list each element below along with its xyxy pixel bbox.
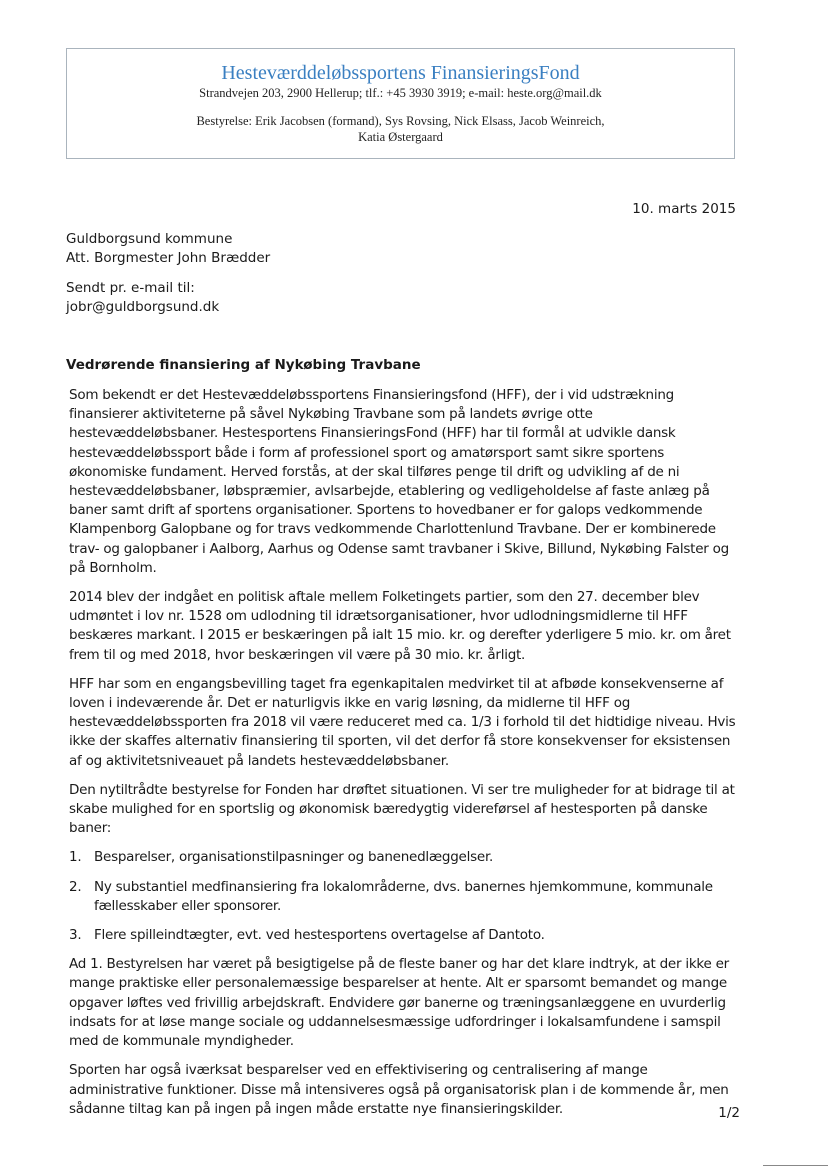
body-paragraph: HFF har som en engangsbevilling taget fra egenkapitalen medvirket til at afbøde konsekvenserne af loven i indeværende år. Det er naturligvis ikke en varig løsning, da midlerne til HFF og hestevæddeløbssporten fra 2018 vil være reduceret med ca. 1/3 i forhold til det hidtidige niveau. Hvis ikke der skaffes alternativ finansiering til sporten, vil det derfor få store konsekvenser for eksistensen af og aktivitetsniveauet på landets hestevæddeløbsbaner. (69, 675, 736, 769)
list-text: Flere spilleindtægter, evt. ved hestesportens overtagelse af Dantoto. (94, 927, 545, 944)
recipient-line-1: Guldborgsund kommune (66, 231, 233, 247)
letterhead (66, 48, 735, 159)
list-number: 2. (69, 878, 82, 895)
body-paragraph: 2014 blev der indgået en politisk aftale mellem Folketingets partier, som den 27. december blev udmøntet i lov nr. 1528 om udlodning til idrætsorganisationer, hvor udlodningsmidlerne til HFF beskæres markant. I 2015 er beskæringen på ialt 15 mio. kr. og derefter yderligere 5 mio. kr. om året frem til og med 2018, hvor beskæringen vil være på 30 mio. kr. årligt. (69, 589, 731, 663)
body-paragraph: Ad 1. Bestyrelsen har været på besigtigelse på de fleste baner og har det klare indtryk, at der ikke er mange praktiske eller personalemæssige besparelser at hente. Alt er sparsomt bemandet og mange opgaver løftes ved frivillig arbejdskraft. Endvidere gør banerne og træningsanlæggene en uvurderlig indsats for at løse mange sociale og uddannelsesmæssige udfordringer i lokalsamfundene i samspil med de kommunale myndigheder. (69, 956, 729, 1050)
sent-block (66, 279, 219, 317)
body-paragraph: Sporten har også iværksat besparelser ved en effektivisering og centralisering af mange administrative funktioner. Disse må intensiveres også på organisatorisk plan i de kommende år, men sådanne tiltag kan på ingen på ingen måde erstatte nye finansieringskilder. (69, 1062, 729, 1117)
recipient-line-2: Att. Borgmester John Brædder (66, 250, 271, 266)
body-paragraph: Som bekendt er det Hestevæddeløbssportens Finansieringsfond (HFF), der i vid udstrækning finansierer aktiviteterne på såvel Nykøbing Travbane som på landets øvrige otte hestevæddeløbsbaner. Hestesportens FinansieringsFond (HFF) har til formål at udvikle dansk hestevæddeløbssport både i form af professionel sport og amatørsport samt sikre sportens økonomiske fundament. Herved forstås, at der skal tilføres penge til drift og udvikling af de ni hestevæddeløbsbaner, løbspræmier, avlsarbejde, etablering og vedligeholdelse af faste anlæg på baner samt drift af sportens organisationer. Sportens to hovedbaner er for galops vedkommende Klampenborg Galopbane og for travs vedkommende Charlottenlund Travbane. Der er kombinerede trav- og galopbaner i Aalborg, Aarhus og Odense samt travbaner i Skive, Billund, Nykøbing Falster og på Bornholm. (69, 387, 729, 576)
list-text: Besparelser, organisationstilpasninger og banenedlæggelser. (94, 849, 494, 866)
recipient-block (66, 230, 270, 268)
organization-address: Strandvejen 203, 2900 Hellerup; tlf.: +45 3930 3919; e-mail: heste.org@mail.dk (199, 86, 602, 100)
board-line-2: Katia Østergaard (358, 130, 443, 144)
sent-email: jobr@guldborgsund.dk (66, 299, 220, 315)
list-text: Ny substantiel medfinansiering fra lokalområderne, dvs. banernes hjemkommune, kommunale fællesskaber eller sponsorer. (94, 878, 713, 914)
board-line-1: Bestyrelse: Erik Jacobsen (formand), Sys Rovsing, Nick Elsass, Jacob Weinreich, (196, 114, 605, 128)
organization-name: Hesteværddeløbssportens FinansieringsFond (221, 62, 580, 84)
letter-date: 10. marts 2015 (632, 201, 736, 217)
board-members (67, 113, 734, 145)
list-item (69, 926, 741, 945)
body-paragraph: Den nytiltrådte bestyrelse for Fonden har drøftet situationen. Vi ser tre muligheder for at bidrage til at skabe mulighed for en sportslig og økonomisk bæredygtig videreførsel af hestesporten på danske baner: (69, 781, 735, 837)
page-number: 1/2 (718, 1105, 740, 1121)
list-item (69, 848, 741, 867)
list-number: 3. (69, 927, 82, 944)
letter-body (69, 386, 741, 1129)
sent-label: Sendt pr. e-mail til: (66, 280, 195, 296)
scan-edge-line (763, 1165, 828, 1166)
list-number: 1. (69, 849, 82, 866)
list-item (69, 878, 741, 916)
letter-subject: Vedrørende finansiering af Nykøbing Travbane (66, 357, 421, 373)
